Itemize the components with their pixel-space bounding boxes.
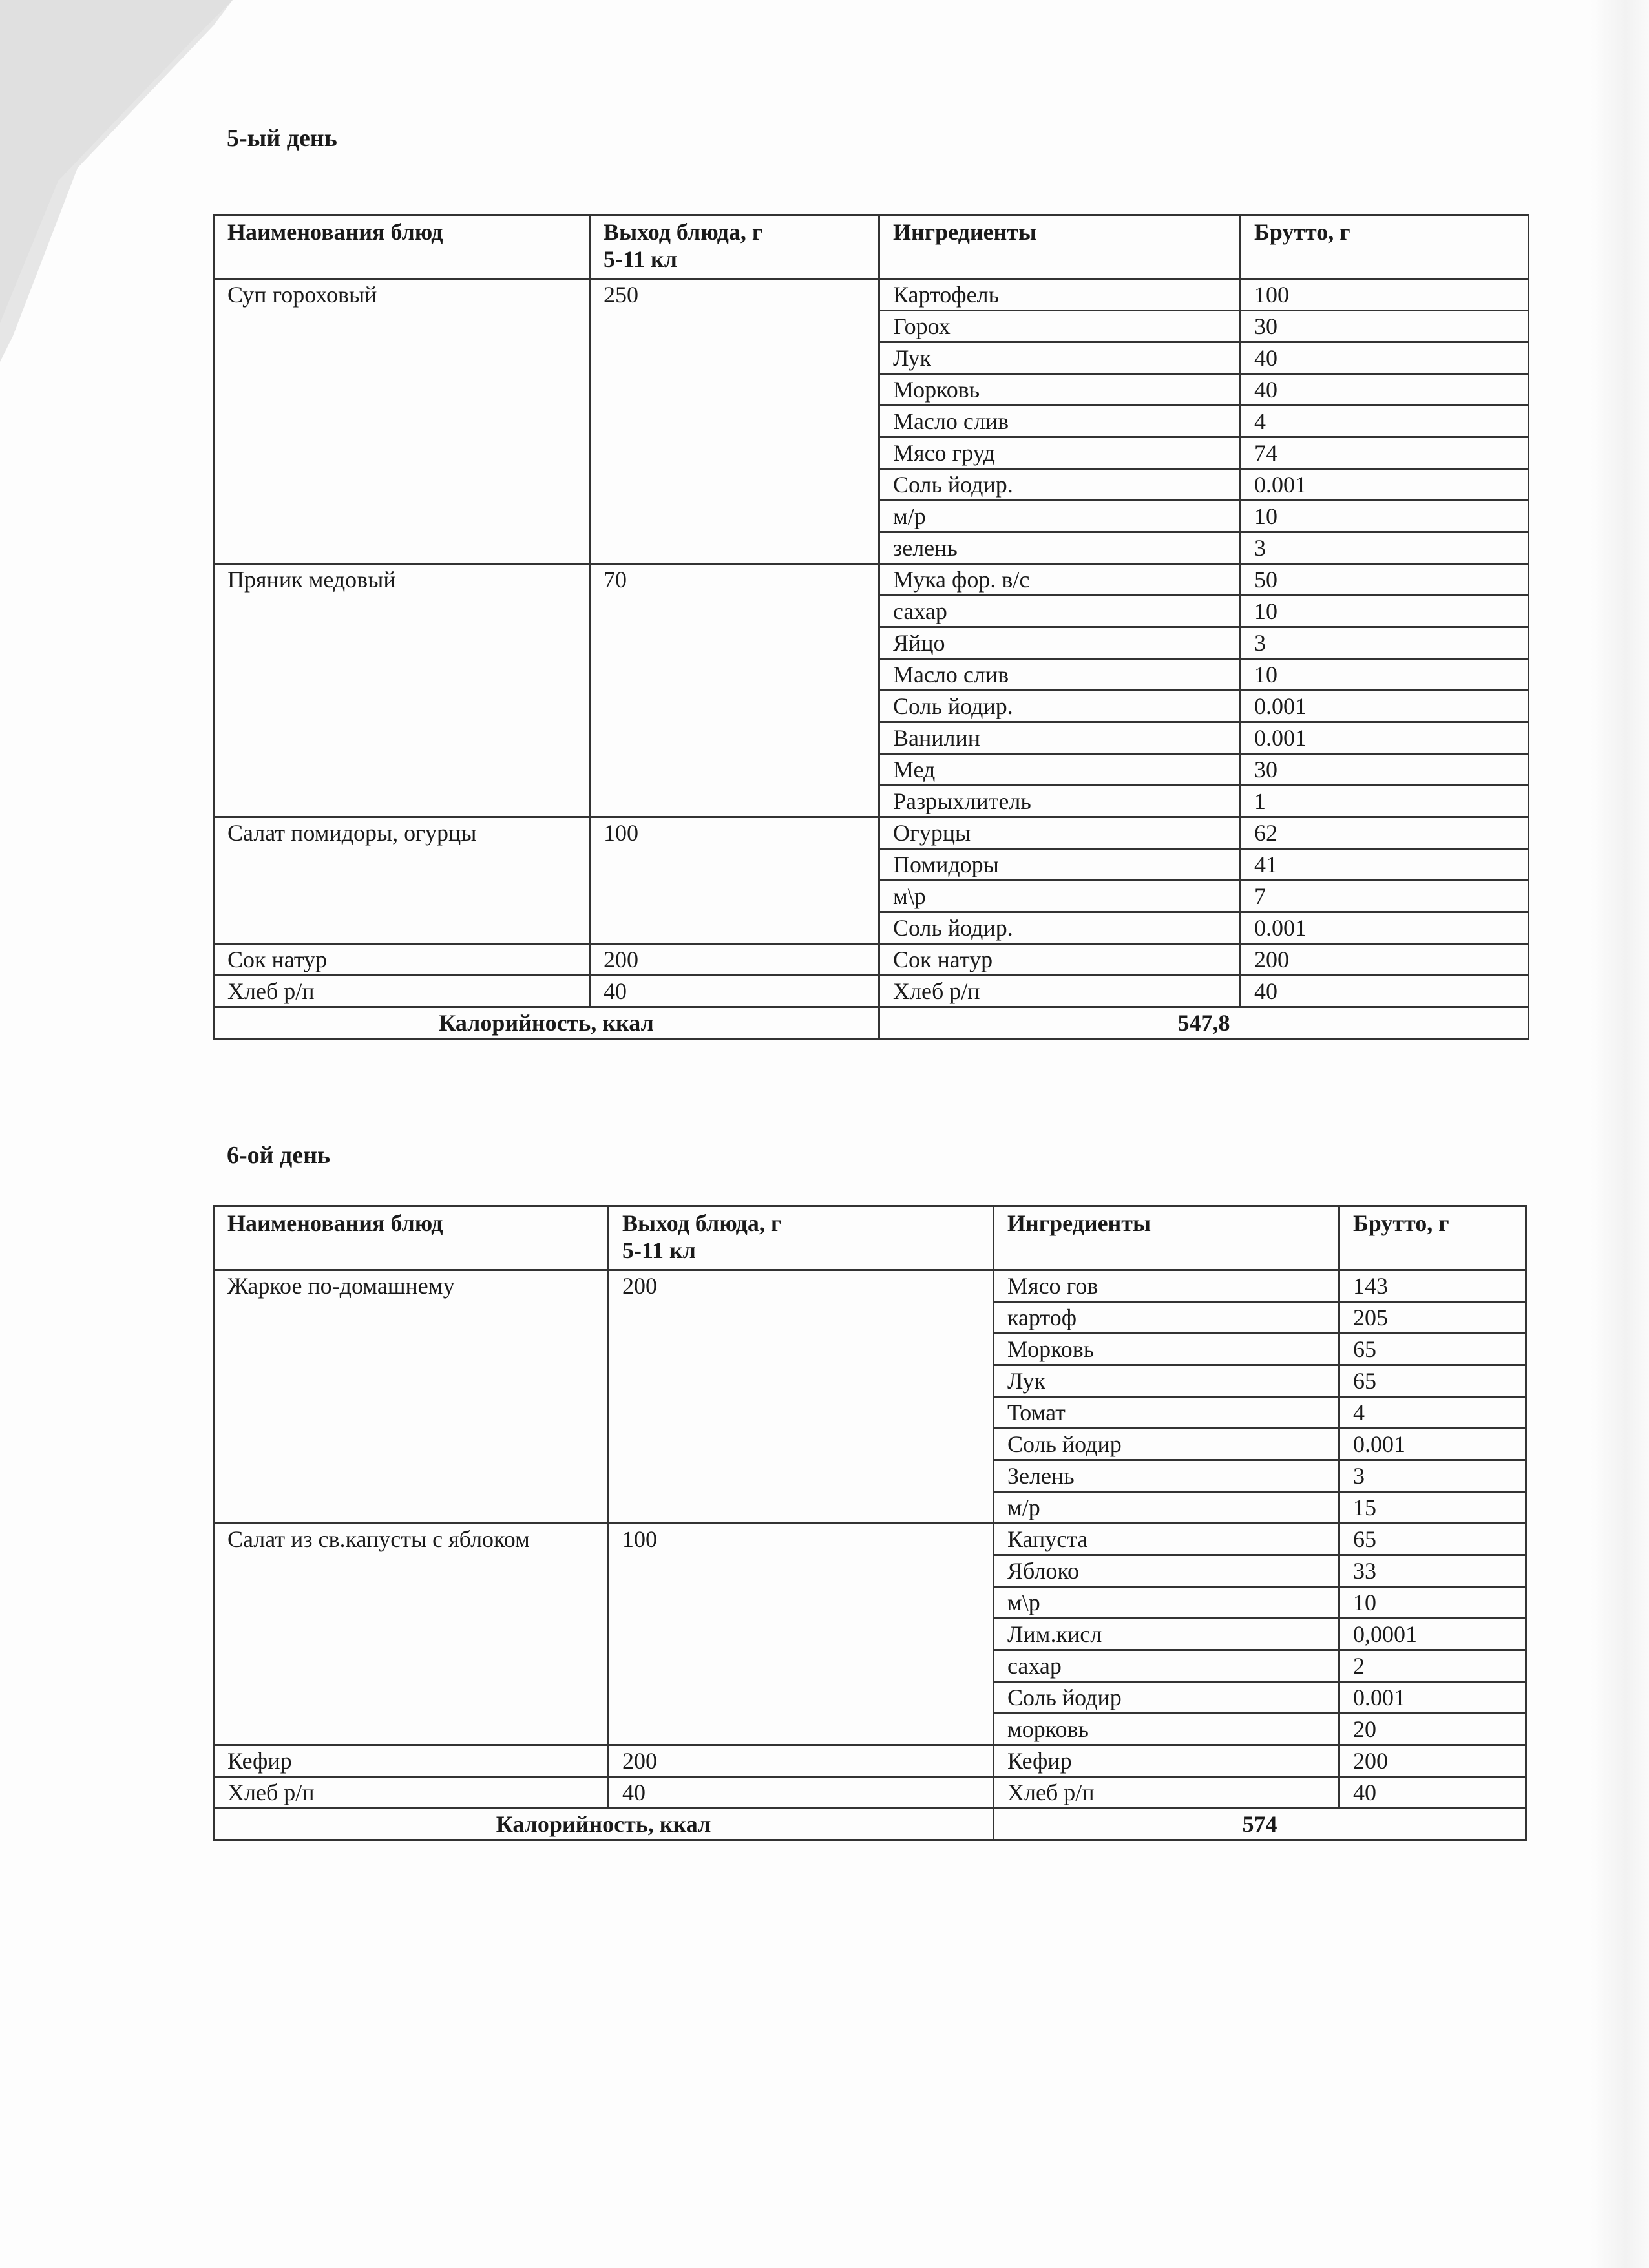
ingredient-name: Картофель bbox=[879, 279, 1241, 311]
ingredient-gross: 62 bbox=[1241, 817, 1529, 849]
ingredient-gross: 200 bbox=[1339, 1745, 1526, 1777]
ingredient-gross: 4 bbox=[1339, 1397, 1526, 1429]
ingredient-gross: 15 bbox=[1339, 1492, 1526, 1524]
ingredient-gross: 30 bbox=[1241, 754, 1529, 786]
ingredient-gross: 10 bbox=[1241, 501, 1529, 532]
ingredient-name: Разрыхлитель bbox=[879, 786, 1241, 817]
header-gross-weight: Брутто, г bbox=[1241, 215, 1529, 279]
table-row bbox=[214, 1745, 1526, 1777]
dish-name: Хлеб р/п bbox=[214, 1777, 609, 1809]
ingredient-name: Хлеб р/п bbox=[879, 976, 1241, 1007]
ingredient-gross: 3 bbox=[1241, 627, 1529, 659]
dish-yield: 40 bbox=[609, 1777, 994, 1809]
ingredient-name: Соль йодир. bbox=[879, 469, 1241, 501]
ingredient-name: Яйцо bbox=[879, 627, 1241, 659]
calorie-value: 547,8 bbox=[879, 1007, 1529, 1039]
header-yield-grades: 5-11 кл bbox=[622, 1237, 696, 1263]
ingredient-name: Горох bbox=[879, 311, 1241, 342]
header-yield-grades: 5-11 кл bbox=[604, 246, 677, 272]
ingredient-gross: 41 bbox=[1241, 849, 1529, 881]
ingredient-gross: 10 bbox=[1241, 596, 1529, 627]
ingredient-gross: 65 bbox=[1339, 1524, 1526, 1555]
ingredient-gross: 3 bbox=[1339, 1460, 1526, 1492]
ingredient-gross: 0.001 bbox=[1241, 469, 1529, 501]
header-dish-name: Наименования блюд bbox=[214, 1206, 609, 1270]
header-yield bbox=[609, 1206, 994, 1270]
ingredient-name: Огурцы bbox=[879, 817, 1241, 849]
ingredient-name: зелень bbox=[879, 532, 1241, 564]
ingredient-gross: 40 bbox=[1241, 976, 1529, 1007]
dish-name: Кефир bbox=[214, 1745, 609, 1777]
ingredient-name: Морковь bbox=[994, 1334, 1339, 1365]
ingredient-gross: 1 bbox=[1241, 786, 1529, 817]
ingredient-name: Яблоко bbox=[994, 1555, 1339, 1587]
ingredient-gross: 40 bbox=[1241, 342, 1529, 374]
ingredient-gross: 10 bbox=[1241, 659, 1529, 691]
ingredient-name: Лим.кисл bbox=[994, 1619, 1339, 1650]
dish-yield: 40 bbox=[590, 976, 879, 1007]
dish-yield: 200 bbox=[590, 944, 879, 976]
ingredient-gross: 0,0001 bbox=[1339, 1619, 1526, 1650]
ingredient-name: Соль йодир. bbox=[879, 691, 1241, 722]
table-row bbox=[214, 817, 1529, 849]
dish-yield: 200 bbox=[609, 1270, 994, 1524]
ingredient-gross: 40 bbox=[1241, 374, 1529, 406]
dish-yield: 250 bbox=[590, 279, 879, 564]
ingredient-name: сахар bbox=[994, 1650, 1339, 1682]
calorie-label: Калорийность, ккал bbox=[214, 1007, 879, 1039]
dish-yield: 70 bbox=[590, 564, 879, 817]
ingredient-gross: 0.001 bbox=[1241, 722, 1529, 754]
table-row bbox=[214, 976, 1529, 1007]
ingredient-gross: 74 bbox=[1241, 437, 1529, 469]
ingredient-name: Зелень bbox=[994, 1460, 1339, 1492]
calorie-row bbox=[214, 1007, 1529, 1039]
ingredient-name: сахар bbox=[879, 596, 1241, 627]
ingredient-gross: 0.001 bbox=[1339, 1429, 1526, 1460]
ingredient-name: Мясо груд bbox=[879, 437, 1241, 469]
header-ingredients: Ингредиенты bbox=[879, 215, 1241, 279]
ingredient-name: м\р bbox=[994, 1587, 1339, 1619]
ingredient-gross: 100 bbox=[1241, 279, 1529, 311]
ingredient-gross: 20 bbox=[1339, 1714, 1526, 1745]
ingredient-name: Лук bbox=[994, 1365, 1339, 1397]
ingredient-name: Мясо гов bbox=[994, 1270, 1339, 1302]
calorie-label: Калорийность, ккал bbox=[214, 1809, 994, 1840]
ingredient-gross: 65 bbox=[1339, 1334, 1526, 1365]
ingredient-gross: 0.001 bbox=[1241, 691, 1529, 722]
ingredient-gross: 0.001 bbox=[1339, 1682, 1526, 1714]
header-gross-weight: Брутто, г bbox=[1339, 1206, 1526, 1270]
header-yield-label: Выход блюда, г bbox=[604, 219, 763, 245]
day-6-title: 6-ой день bbox=[227, 1142, 331, 1169]
day-5-menu-table bbox=[213, 214, 1529, 1040]
ingredient-gross: 200 bbox=[1241, 944, 1529, 976]
dish-name: Жаркое по-домашнему bbox=[214, 1270, 609, 1524]
dish-name: Хлеб р/п bbox=[214, 976, 590, 1007]
header-ingredients: Ингредиенты bbox=[994, 1206, 1339, 1270]
table-row bbox=[214, 564, 1529, 596]
ingredient-gross: 205 bbox=[1339, 1302, 1526, 1334]
table-row bbox=[214, 1777, 1526, 1809]
ingredient-name: м/р bbox=[879, 501, 1241, 532]
ingredient-name: Масло слив bbox=[879, 406, 1241, 437]
ingredient-gross: 30 bbox=[1241, 311, 1529, 342]
ingredient-gross: 40 bbox=[1339, 1777, 1526, 1809]
ingredient-gross: 3 bbox=[1241, 532, 1529, 564]
ingredient-name: Ванилин bbox=[879, 722, 1241, 754]
ingredient-name: Капуста bbox=[994, 1524, 1339, 1555]
scan-right-edge bbox=[1591, 0, 1649, 2268]
ingredient-name: Хлеб р/п bbox=[994, 1777, 1339, 1809]
ingredient-gross: 2 bbox=[1339, 1650, 1526, 1682]
dish-yield: 200 bbox=[609, 1745, 994, 1777]
ingredient-name: Масло слив bbox=[879, 659, 1241, 691]
header-row bbox=[214, 1206, 1526, 1270]
dish-name: Салат помидоры, огурцы bbox=[214, 817, 590, 944]
ingredient-name: Сок натур bbox=[879, 944, 1241, 976]
header-row bbox=[214, 215, 1529, 279]
header-yield bbox=[590, 215, 879, 279]
header-dish-name: Наименования блюд bbox=[214, 215, 590, 279]
dish-name: Суп гороховый bbox=[214, 279, 590, 564]
table-row bbox=[214, 1270, 1526, 1302]
ingredient-name: Соль йодир bbox=[994, 1682, 1339, 1714]
dish-yield: 100 bbox=[590, 817, 879, 944]
ingredient-name: м/р bbox=[994, 1492, 1339, 1524]
ingredient-gross: 50 bbox=[1241, 564, 1529, 596]
ingredient-gross: 65 bbox=[1339, 1365, 1526, 1397]
calorie-row bbox=[214, 1809, 1526, 1840]
table-row bbox=[214, 1524, 1526, 1555]
dish-name: Салат из св.капусты с яблоком bbox=[214, 1524, 609, 1745]
dish-name: Пряник медовый bbox=[214, 564, 590, 817]
ingredient-name: Мед bbox=[879, 754, 1241, 786]
dish-name: Сок натур bbox=[214, 944, 590, 976]
ingredient-name: картоф bbox=[994, 1302, 1339, 1334]
ingredient-name: Кефир bbox=[994, 1745, 1339, 1777]
ingredient-gross: 10 bbox=[1339, 1587, 1526, 1619]
dish-yield: 100 bbox=[609, 1524, 994, 1745]
table-row bbox=[214, 944, 1529, 976]
ingredient-name: м\р bbox=[879, 881, 1241, 912]
ingredient-gross: 33 bbox=[1339, 1555, 1526, 1587]
ingredient-gross: 4 bbox=[1241, 406, 1529, 437]
ingredient-name: Лук bbox=[879, 342, 1241, 374]
ingredient-gross: 143 bbox=[1339, 1270, 1526, 1302]
ingredient-name: морковь bbox=[994, 1714, 1339, 1745]
header-yield-label: Выход блюда, г bbox=[622, 1210, 782, 1236]
day-6-menu-table bbox=[213, 1205, 1527, 1841]
day-5-title: 5-ый день bbox=[227, 125, 337, 152]
calorie-value: 574 bbox=[994, 1809, 1526, 1840]
ingredient-name: Соль йодир. bbox=[879, 912, 1241, 944]
ingredient-name: Мука фор. в/с bbox=[879, 564, 1241, 596]
ingredient-name: Соль йодир bbox=[994, 1429, 1339, 1460]
table-row bbox=[214, 279, 1529, 311]
ingredient-name: Морковь bbox=[879, 374, 1241, 406]
ingredient-name: Томат bbox=[994, 1397, 1339, 1429]
ingredient-gross: 7 bbox=[1241, 881, 1529, 912]
ingredient-gross: 0.001 bbox=[1241, 912, 1529, 944]
ingredient-name: Помидоры bbox=[879, 849, 1241, 881]
